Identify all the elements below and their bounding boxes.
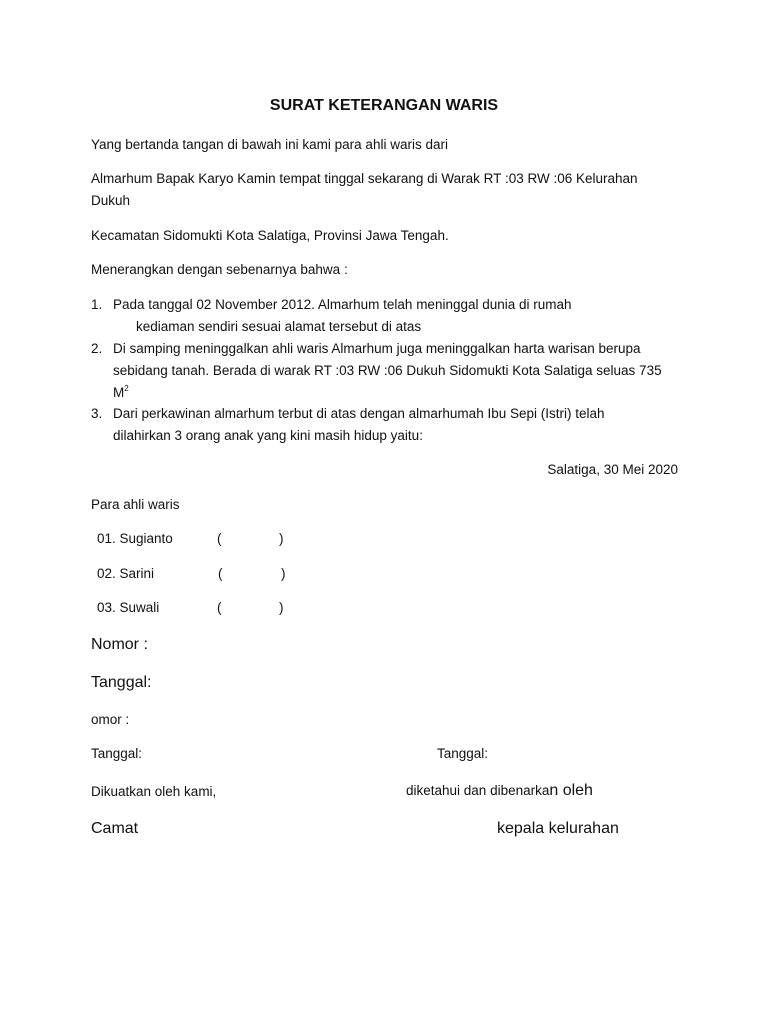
heir-2-name: 02. Sarini [97, 566, 155, 581]
tanggal-right-label: Tanggal: [437, 746, 489, 761]
heirs-label: Para ahli waris [91, 497, 180, 512]
list-item-1-line-2: kediaman sendiri sesuai alamat tersebut di atas [136, 319, 422, 334]
heir-3-signature-open: ( [217, 600, 222, 615]
date-place: Salatiga, 30 Mei 2020 [547, 462, 678, 477]
diketahui-text-part-1: diketahui dan dibenarka [406, 783, 550, 798]
heir-2-signature-open: ( [218, 566, 223, 581]
dikuatkan-text: Dikuatkan oleh kami, [91, 784, 217, 799]
list-item-1-number: 1. [91, 297, 103, 312]
deceased-line-1: Almarhum Bapak Karyo Kamin tempat tinggal sekarang di Warak RT :03 RW :06 Kelurahan [91, 171, 638, 186]
list-item-2-number: 2. [91, 341, 103, 356]
intro-paragraph: Yang bertanda tangan di bawah ini kami para ahli waris dari [91, 137, 448, 152]
list-item-3-line-2: dilahirkan 3 orang anak yang kini masih hidup yaitu: [113, 428, 423, 443]
list-item-3-line-1: Dari perkawinan almarhum terbut di atas dengan almarhumah Ibu Sepi (Istri) telah [113, 406, 605, 421]
heir-3-name: 03. Suwali [97, 600, 160, 615]
area-unit: M [113, 385, 125, 400]
tanggal-left-label: Tanggal: [91, 746, 143, 761]
camat-label: Camat [91, 820, 139, 837]
district-paragraph: Kecamatan Sidomukti Kota Salatiga, Provinsi Jawa Tengah. [91, 228, 449, 243]
kepala-kelurahan-label: kepala kelurahan [497, 820, 619, 837]
diketahui-text [406, 782, 593, 800]
list-item-2-line-1: Di samping meninggalkan ahli waris Almarhum juga meninggalkan harta warisan berupa [113, 341, 641, 356]
statement-paragraph: Menerangkan dengan sebenarnya bahwa : [91, 262, 348, 277]
heir-2-signature-close: ) [281, 566, 286, 581]
heir-1-signature-close: ) [279, 531, 284, 546]
heir-3-signature-close: ) [279, 600, 284, 615]
diketahui-text-part-2: n oleh [549, 782, 593, 799]
omor-label: omor : [91, 712, 130, 727]
heir-1-signature-open: ( [217, 531, 222, 546]
heir-1-name: 01. Sugianto [97, 531, 173, 546]
list-item-2-line-3 [113, 384, 129, 400]
list-item-3-number: 3. [91, 406, 103, 421]
nomor-label: Nomor : [91, 636, 148, 653]
list-item-2-line-2: sebidang tanah. Berada di warak RT :03 RW :06 Dukuh Sidomukti Kota Salatiga seluas 735 [113, 363, 662, 378]
deceased-line-2: Dukuh [91, 193, 131, 208]
list-item-1-line-1: Pada tanggal 02 November 2012. Almarhum telah meninggal dunia di rumah [113, 297, 572, 312]
area-unit-superscript: 2 [124, 384, 129, 393]
document-title: SURAT KETERANGAN WARIS [269, 97, 499, 114]
tanggal-label: Tanggal: [91, 674, 152, 691]
